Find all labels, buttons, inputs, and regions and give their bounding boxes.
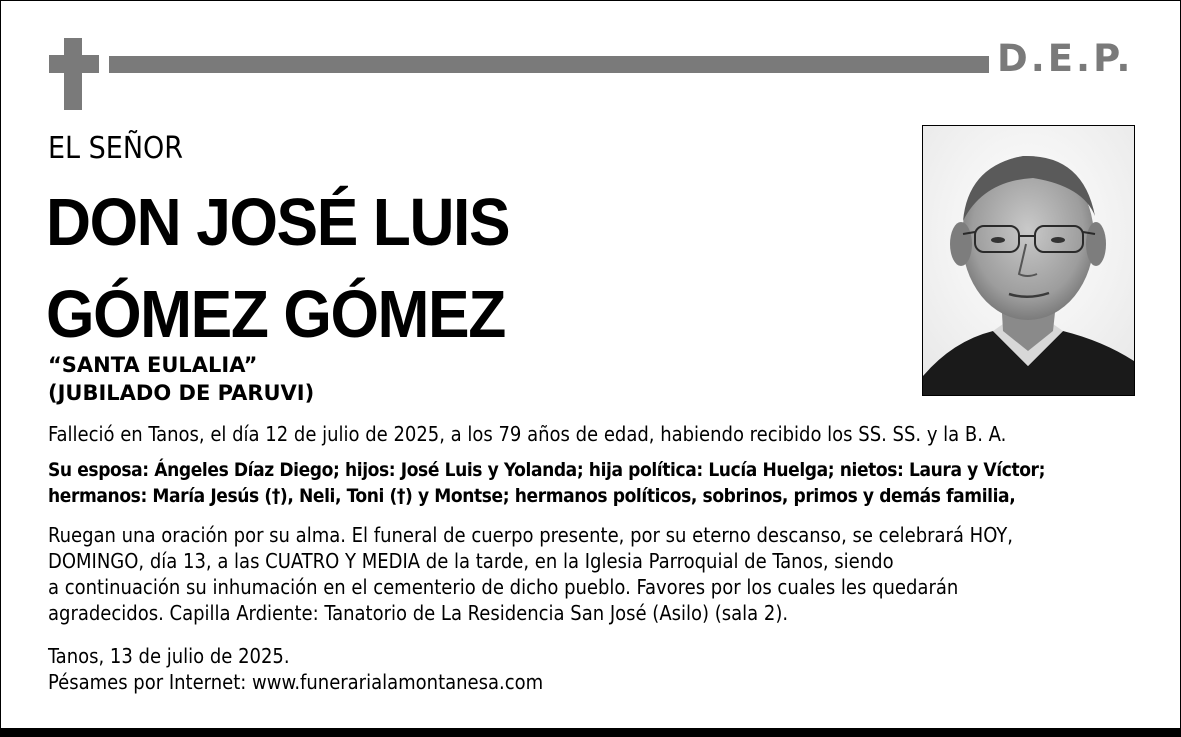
family-line-1: Su esposa: Ángeles Díaz Diego; hijos: José Luis y Yolanda; hija política: Lucía Huelga; nietos: Laura y Víctor; [48,459,1046,481]
funeral-line-4: agradecidos. Capilla Ardiente: Tanatorio de La Residencia San José (Asilo) (sala 2). [48,601,789,625]
cross-icon [64,38,82,110]
portrait-image [923,126,1134,395]
death-notice: Falleció en Tanos, el día 12 de julio de 2025, a los 79 años de edad, habiendo recibido los SS. SS. y la B. A. [48,422,1007,446]
header-rule [109,56,989,73]
funeral-line-1: Ruegan una oración por su alma. El funeral de cuerpo presente, por su eterno descanso, se celebrará HOY, [48,523,1013,547]
footer [48,643,1148,695]
family-line-2: hermanos: María Jesús (†), Neli, Toni (†) y Montse; hermanos políticos, sobrinos, primos y demás familia, [48,485,1016,507]
footer-condolences-link[interactable]: Pésames por Internet: www.funerarialamontanesa.com [48,670,544,694]
nickname-line-2: (JUBILADO DE PARUVI) [48,381,315,405]
funeral-line-3: a continuación su inhumación en el cementerio de dicho pueblo. Favores por los cuales les quedarán [48,575,959,599]
title-prefix: EL SEÑOR [48,131,184,166]
funeral-details [48,522,1148,626]
nickname [48,351,314,407]
deceased-name [46,177,509,361]
nickname-line-1: “SANTA EULALIA” [48,353,258,377]
family-list [48,457,1148,509]
name-line-2: GÓMEZ GÓMEZ [46,277,505,352]
portrait-photo [922,125,1135,396]
bottom-rule [1,728,1180,736]
dep-label: D.E.P. [997,37,1134,80]
funeral-line-2: DOMINGO, día 13, a las CUATRO Y MEDIA de la tarde, en la Iglesia Parroquial de Tanos, siendo [48,549,894,573]
name-line-1: DON JOSÉ LUIS [46,185,510,260]
cross-icon-bar [49,55,99,73]
footer-date: Tanos, 13 de julio de 2025. [48,644,290,668]
